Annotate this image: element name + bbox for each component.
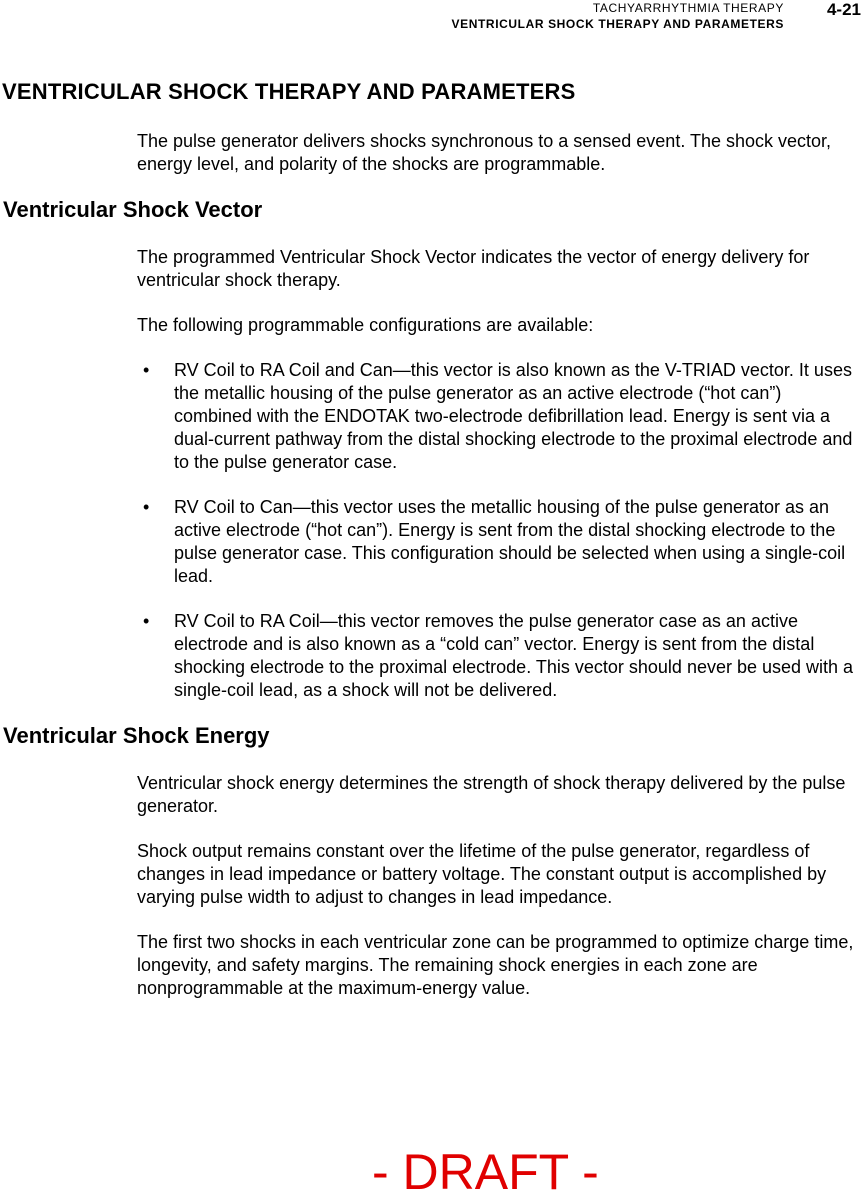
shock-energy-paragraph-3: The first two shocks in each ventricular zone can be programmed to optimize charge time, longevity, and safety margins. The remaining shock energies in each zone are nonprogrammable at the maximum-energy value.	[137, 932, 854, 998]
bullet-icon: •	[143, 611, 150, 631]
list-item-text: RV Coil to Can—this vector uses the metallic housing of the pulse generator as an active electrode (“hot can”). Energy is sent from the distal shocking electrode to the pulse generator case. This configuration should be selected when using a single-coil lead.	[174, 497, 846, 586]
shock-vector-paragraph-2: The following programmable configurations are available:	[137, 315, 594, 335]
vector-configurations-list	[0, 359, 863, 702]
shock-energy-paragraph-1: Ventricular shock energy determines the strength of shock therapy delivered by the pulse generator.	[137, 773, 846, 816]
draft-watermark: - DRAFT -	[372, 1144, 599, 1200]
list-item	[143, 359, 862, 474]
running-header-chapter: TACHYARRHYTHMIA THERAPY	[592, 1, 784, 15]
shock-vector-heading: Ventricular Shock Vector	[3, 197, 263, 222]
list-item-text: RV Coil to RA Coil—this vector removes the pulse generator case as an active electrode and is also known as a “cold can” vector. Energy is sent from the distal shocking electrode to the proximal electrode. This vector should never be used with a single-coil lead, as a shock will not be delivered.	[174, 611, 854, 700]
bullet-icon: •	[143, 360, 150, 380]
shock-vector-paragraph-1: The programmed Ventricular Shock Vector indicates the vector of energy delivery for ventricular shock therapy.	[137, 247, 810, 290]
running-header	[452, 0, 784, 32]
shock-energy-heading: Ventricular Shock Energy	[3, 723, 270, 748]
bullet-icon: •	[143, 497, 150, 517]
list-item-text: RV Coil to RA Coil and Can—this vector is also known as the V-TRIAD vector. It uses the metallic housing of the pulse generator as an active electrode (“hot can”) combined with the ENDOTAK two-electrode defibrillation lead. Energy is sent via a dual-current pathway from the distal shocking electrode to the proximal electrode and to the pulse generator case.	[174, 360, 853, 472]
intro-paragraph: The pulse generator delivers shocks synchronous to a sensed event. The shock vector, energy level, and polarity of the shocks are programmable.	[137, 131, 832, 174]
section-title: VENTRICULAR SHOCK THERAPY AND PARAMETERS	[2, 79, 576, 104]
list-item	[143, 496, 862, 588]
page-body	[0, 130, 863, 1022]
page-number: 4-21	[826, 0, 861, 19]
running-header-section: VENTRICULAR SHOCK THERAPY AND PARAMETERS	[451, 17, 784, 31]
list-item	[143, 610, 862, 702]
shock-energy-paragraph-2: Shock output remains constant over the lifetime of the pulse generator, regardless of changes in lead impedance or battery voltage. The constant output is accomplished by varying pulse width to adjust to changes in lead impedance.	[137, 841, 827, 907]
